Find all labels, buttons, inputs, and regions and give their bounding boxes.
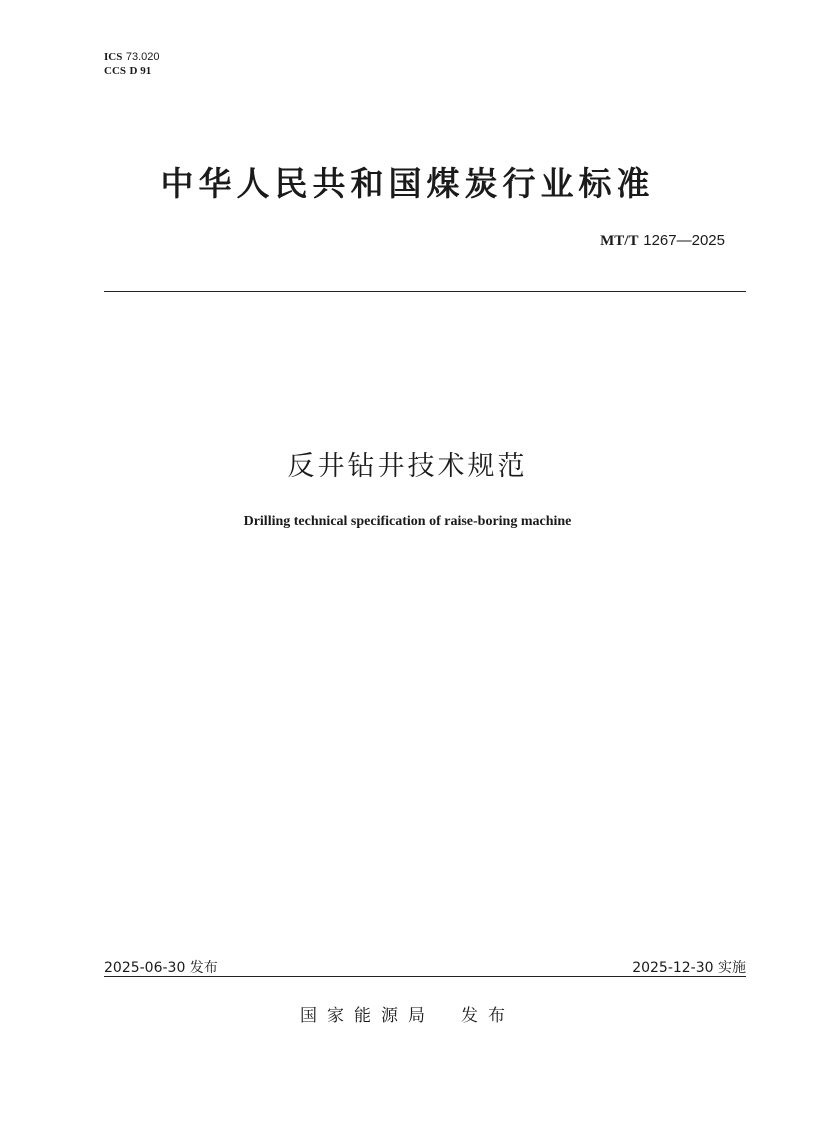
ccs-label: CCS xyxy=(104,65,127,77)
standard-number xyxy=(600,231,725,250)
footer-divider xyxy=(104,976,746,977)
publisher-line xyxy=(0,1001,815,1026)
standard-code: 1267—2025 xyxy=(643,232,725,249)
ics-label: ICS xyxy=(104,51,123,63)
publisher-org: 国家能源局 xyxy=(300,1006,435,1026)
ics-line xyxy=(104,50,160,64)
document-title-cn: 反井钻井技术规范 xyxy=(287,451,528,482)
ics-value: 73.020 xyxy=(125,51,160,63)
ccs-line xyxy=(104,64,160,78)
industry-standard-title: 中华人民共和国煤炭行业标准 xyxy=(160,164,655,203)
ccs-value: D 91 xyxy=(129,65,152,77)
document-title-en: Drilling technical specification of raise-boring machine xyxy=(243,514,572,529)
standard-prefix: MT/T xyxy=(600,233,639,249)
issue-date: 2025-06-30 发布 xyxy=(104,960,218,976)
implementation-date: 2025-12-30 实施 xyxy=(632,960,746,976)
header-divider xyxy=(104,291,746,292)
classification-codes xyxy=(104,50,160,78)
publisher-action: 发布 xyxy=(461,1006,515,1026)
